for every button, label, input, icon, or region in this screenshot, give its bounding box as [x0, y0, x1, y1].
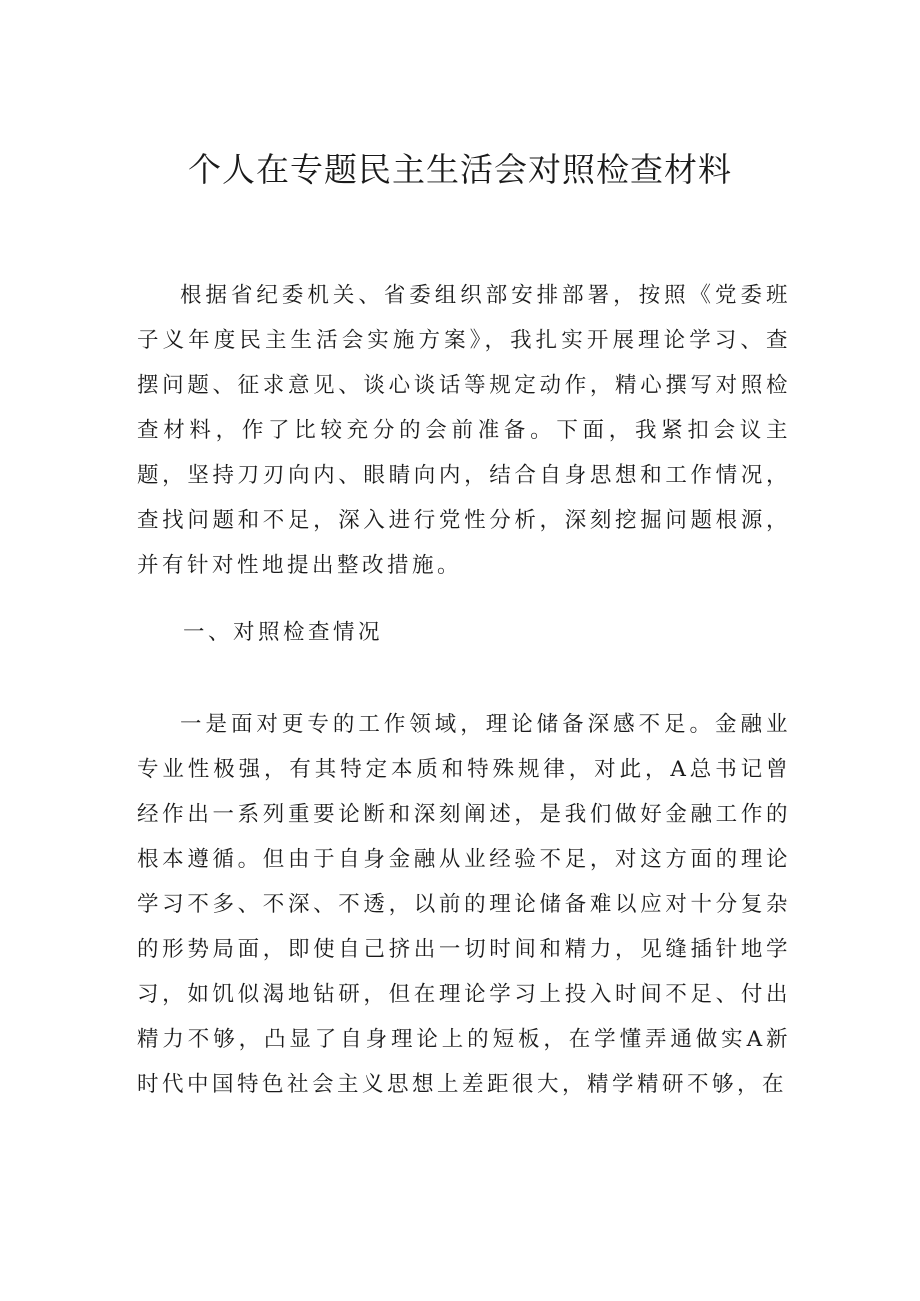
section-heading: 一、对照检查情况	[183, 620, 384, 645]
section-paragraph: 一是面对更专的工作领域，理论储备深感不足。金融业专业性极强，有其特定本质和特殊规律，对此，A总书记曾经作出一系列重要论断和深刻阐述，是我们做好金融工作的根本遵循。但由于自身金融从业经验不足，对这方面的理论学习不多、不深、不透，以前的理论储备难以应对十分复杂的形势局面，即使自己挤出一切时间和精力，见缝插针地学习，如饥似渴地钻研，但在理论学习上投入时间不足、付出精力不够，凸显了自身理论上的短板，在学懂弄通做实A新时代中国特色社会主义思想上差距很大，精学精研不够，在	[137, 712, 791, 1097]
document-title: 个人在专题民主生活会对照检查材料	[188, 150, 732, 189]
intro-paragraph: 根据省纪委机关、省委组织部安排部署，按照《党委班子义年度民主生活会实施方案》，我扎实开展理论学习、查摆问题、征求意见、谈心谈话等规定动作，精心撰写对照检查材料，作了比较充分的会前准备。下面，我紧扣会议主题，坚持刀刃向内、眼睛向内，结合自身思想和工作情况，查找问题和不足，深入进行党性分析，深刻挖掘问题根源，并有针对性地提出整改措施。	[137, 283, 791, 578]
